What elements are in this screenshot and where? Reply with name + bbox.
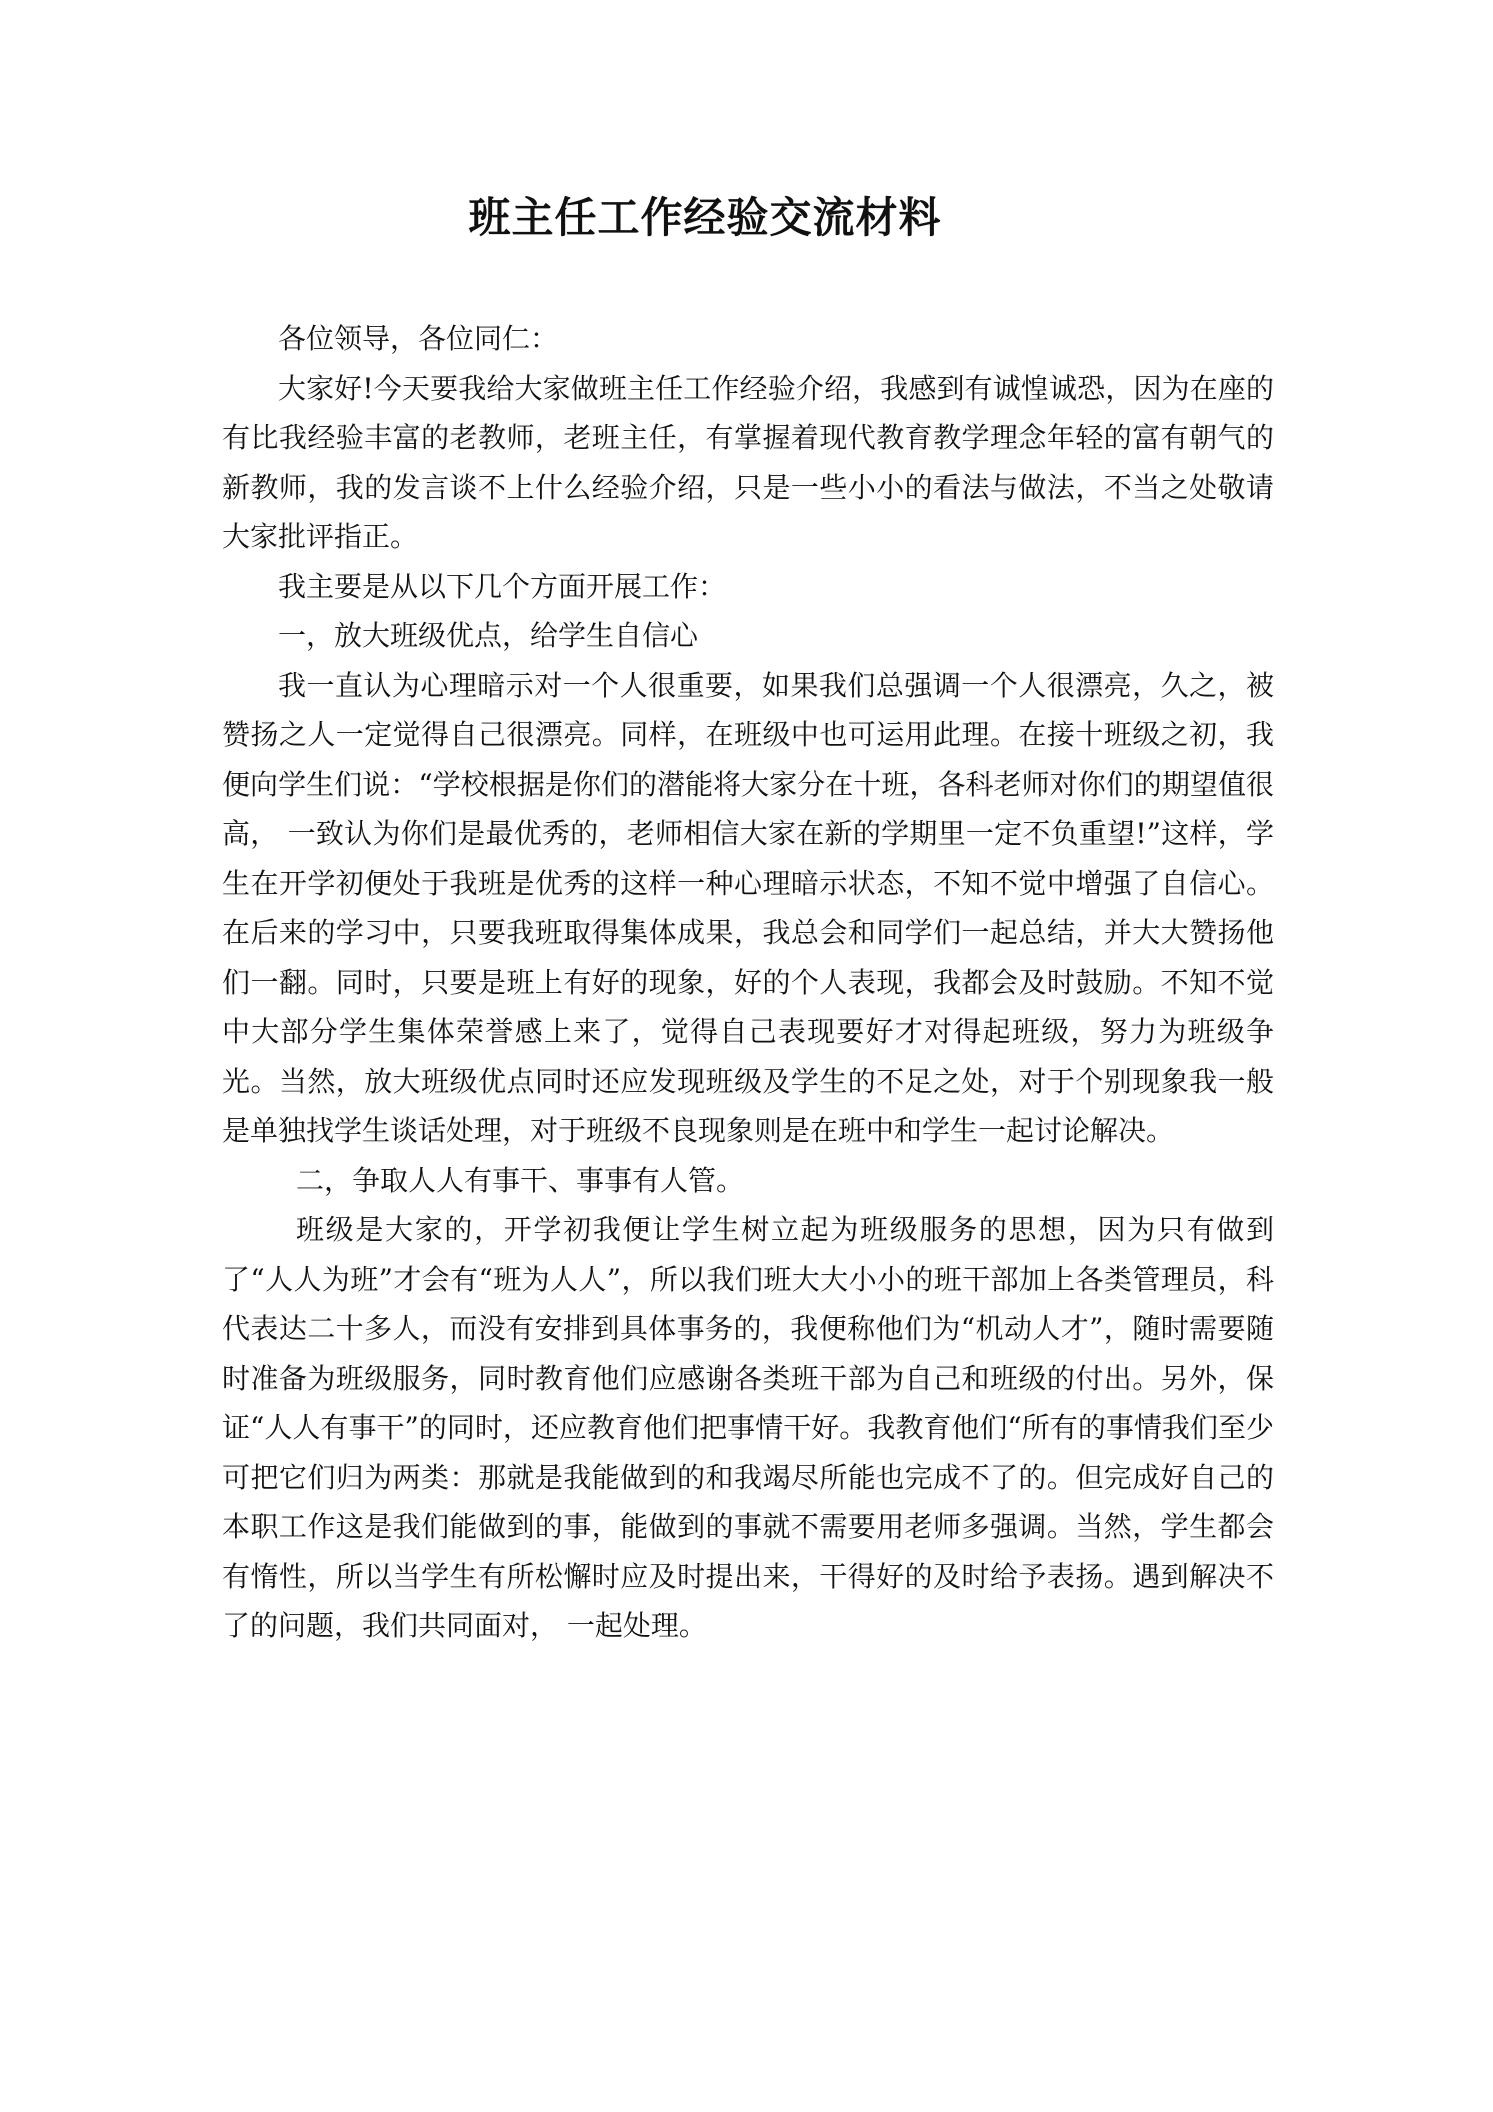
- document-body: [222, 314, 1274, 1651]
- salutation: 各位领导，各位同仁：: [278, 322, 559, 355]
- section-heading-1: 一，放大班级优点，给学生自信心: [278, 619, 699, 652]
- document-title: 班主任工作经验交流材料: [468, 193, 942, 242]
- paragraph-intro: 大家好!今天要我给大家做班主任工作经验介绍，我感到有诚惶诚恐，因为在座的有比我经验丰富的老教师，老班主任，有掌握着现代教育教学理念年轻的富有朝气的新教师，我的发言谈不上什么经验介绍，只是一些小小的看法与做法，不当之处敬请大家批评指正。: [222, 371, 1274, 553]
- paragraph-overview: 我主要是从以下几个方面开展工作：: [278, 569, 727, 603]
- paragraph-section-2: 班级是大家的，开学初我便让学生树立起为班级服务的思想，因为只有做到了“人人为班”才会有“班为人人”，所以我们班大大小小的班干部加上各类管理员，科代表达二十多人，而没有安排到具体事务的，我便称他们为“机动人才”，随时需要随时准备为班级服务，同时教育他们应感谢各类班干部为自己和班级的付出。另外，保证“人人有事干”的同时，还应教育他们把事情干好。我教育他们“所有的事情我们至少可把它们归为两类：那就是我能做到的和我竭尽所能也完成不了的。但完成好自己的本职工作这是我们能做到的事，能做到的事就不需要用老师多强调。当然，学生都会有惰性，所以当学生有所松懈时应及时提出来，干得好的及时给予表扬。遇到解决不了的问题，我们共同面对， 一起处理。: [222, 1213, 1274, 1642]
- section-heading-2: 二，争取人人有事干、事事有人管。: [296, 1163, 745, 1197]
- paragraph-section-1: 我一直认为心理暗示对一个人很重要，如果我们总强调一个人很漂亮，久之，被赞扬之人一定觉得自己很漂亮。同样，在班级中也可运用此理。在接十班级之初，我便向学生们说：“学校根据是你们的潜能将大家分在十班，各科老师对你们的期望值很高， 一致认为你们是最优秀的，老师相信大家在新的学期里一定不负重望!”这样，学生在开学初便处于我班是优秀的这样一种心理暗示状态，不知不觉中增强了自信心。在后来的学习中，只要我班取得集体成果，我总会和同学们一起总结，并大大赞扬他们一翻。同时，只要是班上有好的现象，好的个人表现，我都会及时鼓励。不知不觉中大部分学生集体荣誉感上来了，觉得自己表现要好才对得起班级，努力为班级争光。当然，放大班级优点同时还应发现班级及学生的不足之处，对于个别现象我一般是单独找学生谈话处理，对于班级不良现象则是在班中和学生一起讨论解决。: [222, 668, 1274, 1147]
